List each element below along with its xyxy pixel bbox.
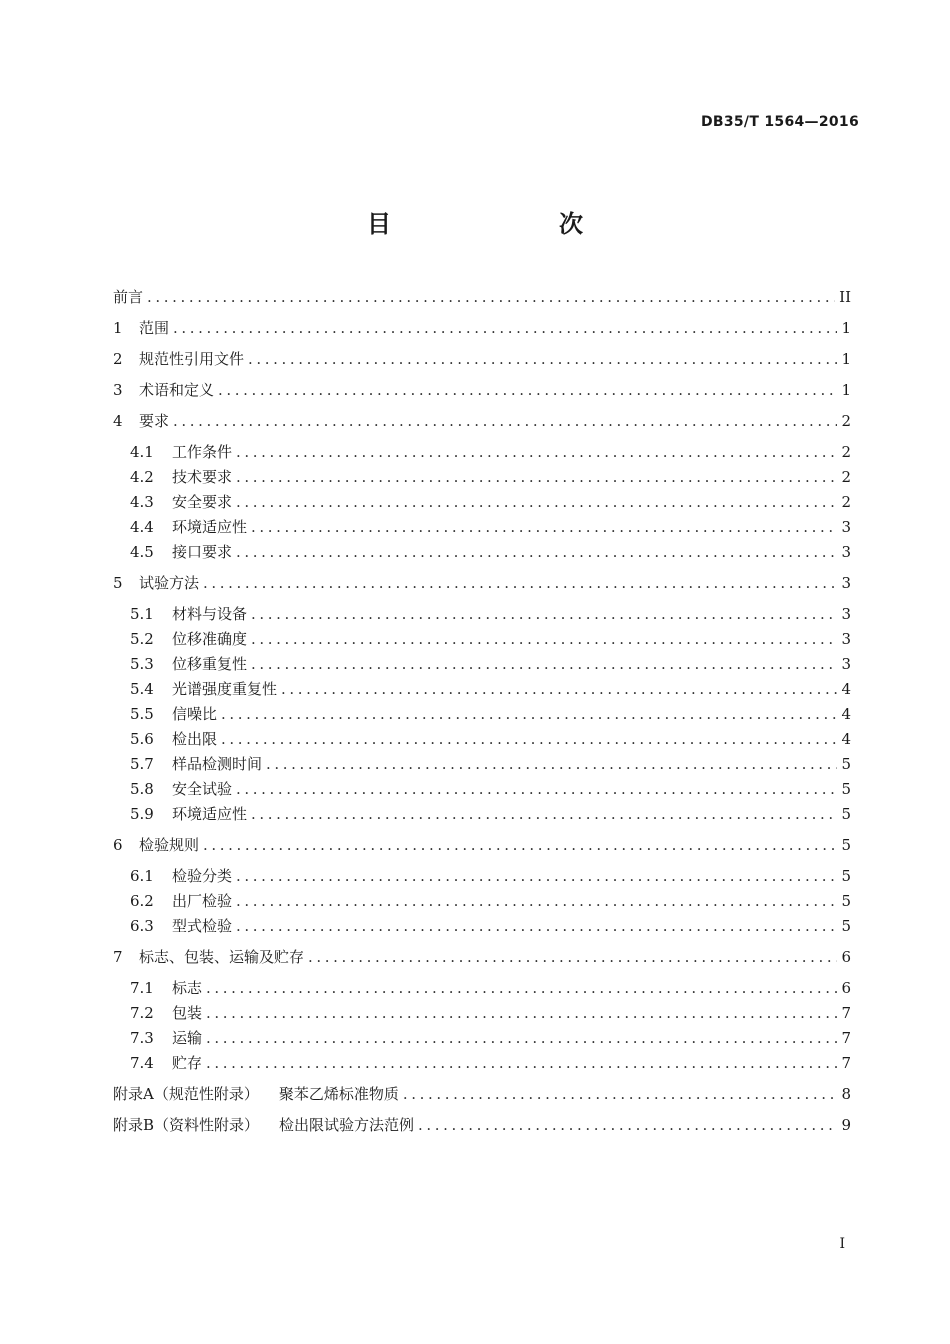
toc-entry-page: 9 <box>841 1116 851 1134</box>
toc-entry-number: 5.3 <box>130 655 154 673</box>
toc-entry[interactable] <box>113 410 851 432</box>
toc-entry-label: 工作条件 <box>172 443 233 461</box>
dot-leader <box>236 441 837 463</box>
toc-entry-label: 规范性引用文件 <box>139 350 245 368</box>
toc-entry-number: 7.3 <box>130 1029 154 1047</box>
toc-entry-label: 前言 <box>113 288 144 306</box>
toc-entry-label: 标志、包装、运输及贮存 <box>139 948 305 966</box>
toc-entry-label: 运输 <box>172 1029 203 1047</box>
dot-leader <box>236 466 837 488</box>
toc-entry[interactable] <box>113 678 851 700</box>
toc-entry-page: 3 <box>841 574 851 592</box>
toc-entry-number: 5.6 <box>130 730 154 748</box>
toc-entry-label: 安全要求 <box>172 493 233 511</box>
toc-entry[interactable] <box>113 541 851 563</box>
toc-entry-number: 4.1 <box>130 443 154 461</box>
toc-entry-label: 信噪比 <box>172 705 218 723</box>
toc-entry[interactable] <box>113 491 851 513</box>
dot-leader <box>221 728 837 750</box>
toc-entry-label: 要求 <box>139 412 170 430</box>
page-number: I <box>839 1236 845 1252</box>
toc-entry-number: 4.3 <box>130 493 154 511</box>
toc-entry-page: 4 <box>841 730 851 748</box>
toc-entry-label: 检出限 <box>172 730 218 748</box>
dot-leader <box>236 865 837 887</box>
toc-entry-label: 聚苯乙烯标准物质 <box>278 1085 399 1103</box>
toc-entry-page: 8 <box>841 1085 851 1103</box>
toc-entry-page: 7 <box>841 1054 851 1072</box>
toc-entry-label: 型式检验 <box>172 917 233 935</box>
dot-leader <box>251 516 837 538</box>
toc-entry[interactable] <box>113 1083 851 1105</box>
toc-entry-page: 6 <box>841 979 851 997</box>
toc-entry-number: 附录A（规范性附录） <box>113 1085 259 1103</box>
toc-entry-page: 3 <box>841 655 851 673</box>
dot-leader <box>308 946 837 968</box>
toc-entry-label: 环境适应性 <box>172 805 248 823</box>
toc-entry-label: 试验方法 <box>139 574 200 592</box>
toc-entry-page: 3 <box>841 518 851 536</box>
toc-entry-page: 5 <box>841 755 851 773</box>
toc-entry-number: 7.4 <box>130 1054 154 1072</box>
toc-entry[interactable] <box>113 1002 851 1024</box>
dot-leader <box>218 379 837 401</box>
toc-entry[interactable] <box>113 441 851 463</box>
toc-entry-number: 3 <box>113 381 123 399</box>
dot-leader <box>206 1052 837 1074</box>
toc-entry-label: 位移重复性 <box>172 655 248 673</box>
dot-leader <box>236 890 837 912</box>
toc-entry-number: 5.2 <box>130 630 154 648</box>
toc-entry-label: 安全试验 <box>172 780 233 798</box>
toc-entry-page: 7 <box>841 1004 851 1022</box>
dot-leader <box>147 286 835 308</box>
toc-entry[interactable] <box>113 1052 851 1074</box>
dot-leader <box>236 778 837 800</box>
toc-entry-label: 材料与设备 <box>172 605 248 623</box>
toc-entry-number: 4 <box>113 412 123 430</box>
dot-leader <box>206 977 837 999</box>
toc-entry[interactable] <box>113 317 851 339</box>
toc-entry-number: 5.5 <box>130 705 154 723</box>
toc-entry-number: 2 <box>113 350 123 368</box>
toc-entry-label: 术语和定义 <box>139 381 215 399</box>
toc-entry-label: 样品检测时间 <box>172 755 263 773</box>
toc-entry[interactable] <box>113 379 851 401</box>
toc-entry[interactable] <box>113 890 851 912</box>
toc-entry-page: 5 <box>841 805 851 823</box>
toc-entry-number: 5 <box>113 574 123 592</box>
toc-entry[interactable] <box>113 946 851 968</box>
toc-entry-number: 4.2 <box>130 468 154 486</box>
dot-leader <box>266 753 837 775</box>
toc-entry-page: 2 <box>841 412 851 430</box>
toc-entry-number: 7.2 <box>130 1004 154 1022</box>
toc-entry-label: 接口要求 <box>172 543 233 561</box>
toc-entry-page: 2 <box>841 493 851 511</box>
toc-entry[interactable] <box>113 728 851 750</box>
toc-entry-number: 6 <box>113 836 123 854</box>
toc-entry-number: 7.1 <box>130 979 154 997</box>
toc-entry-page: 2 <box>841 468 851 486</box>
dot-leader <box>236 915 837 937</box>
toc-entry[interactable] <box>113 572 851 594</box>
toc-entry-number: 6.1 <box>130 867 154 885</box>
toc-entry-label: 位移准确度 <box>172 630 248 648</box>
toc-entry-label: 检出限试验方法范例 <box>279 1116 415 1134</box>
dot-leader <box>236 541 837 563</box>
toc-entry-page: 6 <box>841 948 851 966</box>
toc-entry[interactable] <box>113 753 851 775</box>
toc-entry-page: 5 <box>841 917 851 935</box>
toc-entry[interactable] <box>113 516 851 538</box>
dot-leader <box>251 653 837 675</box>
toc-entry-page: II <box>839 288 851 306</box>
toc-entry-number: 附录B（资料性附录） <box>113 1116 260 1134</box>
dot-leader <box>236 491 837 513</box>
toc-entry[interactable] <box>113 865 851 887</box>
toc-entry[interactable] <box>113 286 851 308</box>
toc-entry-number: 4.5 <box>130 543 154 561</box>
dot-leader <box>206 1027 837 1049</box>
toc-entry-page: 5 <box>841 780 851 798</box>
toc-entry-number: 4.4 <box>130 518 154 536</box>
toc-title: 目 次 <box>367 210 623 238</box>
toc-entry-number: 5.1 <box>130 605 154 623</box>
toc-entry[interactable] <box>113 977 851 999</box>
toc-entry-page: 5 <box>841 867 851 885</box>
dot-leader <box>221 703 837 725</box>
dot-leader <box>251 603 837 625</box>
toc-entry[interactable] <box>113 348 851 370</box>
toc-entry[interactable] <box>113 915 851 937</box>
dot-leader <box>203 834 837 856</box>
toc-entry-page: 7 <box>841 1029 851 1047</box>
toc-entry[interactable] <box>113 703 851 725</box>
toc-entry-number: 6.2 <box>130 892 154 910</box>
toc-entry-number: 7 <box>113 948 123 966</box>
toc-entry-page: 3 <box>841 605 851 623</box>
toc-entry-page: 5 <box>841 836 851 854</box>
toc-entry[interactable] <box>113 466 851 488</box>
toc-entry-number: 5.4 <box>130 680 154 698</box>
toc-entry-page: 1 <box>841 350 851 368</box>
toc-entry-page: 1 <box>841 381 851 399</box>
toc-entry-label: 光谱强度重复性 <box>172 680 278 698</box>
toc-entry-label: 环境适应性 <box>172 518 248 536</box>
toc-entry-page: 4 <box>841 705 851 723</box>
toc-entry-page: 2 <box>841 443 851 461</box>
document-code: DB35/T 1564—2016 <box>700 114 859 130</box>
toc-entry-label: 包装 <box>172 1004 203 1022</box>
toc-entry-number: 5.7 <box>130 755 154 773</box>
toc-entry[interactable] <box>113 803 851 825</box>
toc-entry-number: 6.3 <box>130 917 154 935</box>
dot-leader <box>206 1002 837 1024</box>
toc-entry-label: 出厂检验 <box>172 892 233 910</box>
toc-entry[interactable] <box>113 603 851 625</box>
toc-entry[interactable] <box>113 653 851 675</box>
toc-entry-page: 1 <box>841 319 851 337</box>
toc-entry[interactable] <box>113 778 851 800</box>
toc-entry-page: 4 <box>841 680 851 698</box>
toc-entry-page: 5 <box>841 892 851 910</box>
dot-leader <box>173 317 837 339</box>
toc-entry[interactable] <box>113 834 851 856</box>
dot-leader <box>251 628 837 650</box>
toc-entry-label: 标志 <box>172 979 203 997</box>
toc-entry-page: 3 <box>841 630 851 648</box>
toc-entry-label: 检验规则 <box>139 836 200 854</box>
dot-leader <box>281 678 837 700</box>
dot-leader <box>403 1083 837 1105</box>
dot-leader <box>418 1114 837 1136</box>
dot-leader <box>248 348 837 370</box>
toc-entry-label: 贮存 <box>172 1054 203 1072</box>
toc-entry-number: 5.9 <box>130 805 154 823</box>
toc-entry-number: 5.8 <box>130 780 154 798</box>
dot-leader <box>251 803 837 825</box>
toc-entry[interactable] <box>113 1027 851 1049</box>
toc-entry[interactable] <box>113 628 851 650</box>
toc-entry-page: 3 <box>841 543 851 561</box>
dot-leader <box>203 572 837 594</box>
toc-entry-label: 技术要求 <box>172 468 233 486</box>
toc-entry-label: 范围 <box>139 319 170 337</box>
toc-entry-number: 1 <box>113 319 123 337</box>
toc-entry[interactable] <box>113 1114 851 1136</box>
dot-leader <box>173 410 837 432</box>
toc-entry-label: 检验分类 <box>172 867 233 885</box>
